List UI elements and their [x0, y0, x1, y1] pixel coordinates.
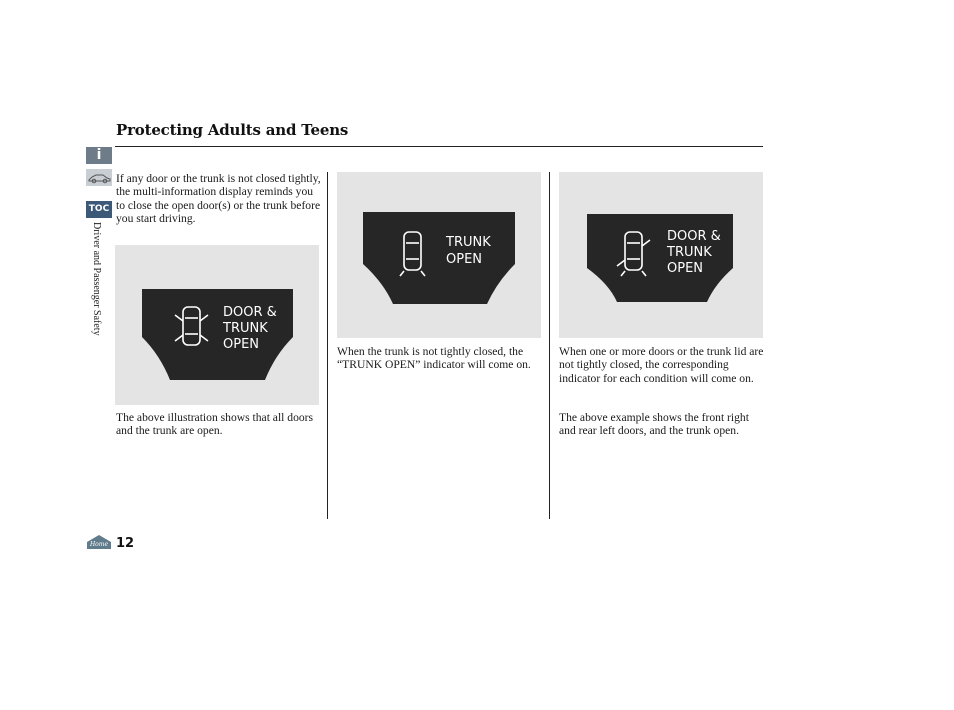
caption-example: The above example shows the front right and rear left doors, and the trunk open.	[559, 411, 749, 438]
car-icon[interactable]	[86, 169, 112, 186]
display-line-1: TRUNK	[446, 235, 491, 250]
display-panel-all-open	[115, 245, 319, 405]
display-line-2: OPEN	[446, 252, 483, 267]
display-line-1: DOOR &	[223, 305, 277, 320]
display-line-3: OPEN	[667, 261, 704, 276]
display-screen	[363, 212, 515, 304]
home-icon[interactable]	[86, 534, 112, 550]
page-title: Protecting Adults and Teens	[116, 121, 349, 139]
display-line-3: OPEN	[223, 337, 260, 352]
display-panel-trunk-open	[337, 172, 541, 338]
display-screen	[142, 289, 293, 380]
section-tab: Driver and Passenger Safety	[91, 222, 102, 336]
column-divider-1	[327, 172, 328, 519]
intro-text: If any door or the trunk is not closed tightly, the multi-information display reminds you to close the open door(s) or the trunk before you start driving.	[116, 172, 321, 225]
display-line-1: DOOR &	[667, 229, 721, 244]
display-panel-some-doors-open	[559, 172, 763, 338]
title-divider	[115, 146, 763, 147]
caption-all-open: The above illustration shows that all doors and the trunk are open.	[116, 411, 314, 438]
home-label: Home	[89, 541, 109, 548]
info-icon[interactable]: i	[86, 147, 112, 164]
column-divider-2	[549, 172, 550, 519]
display-line-2: TRUNK	[223, 321, 268, 336]
page-number: 12	[116, 536, 135, 551]
toc-icon[interactable]: TOC	[86, 201, 112, 218]
caption-some-doors: When one or more doors or the trunk lid are not tightly closed, the corresponding indicator for each condition will come on.	[559, 345, 764, 385]
caption-trunk-open: When the trunk is not tightly closed, the “TRUNK OPEN” indicator will come on.	[337, 345, 531, 372]
display-line-2: TRUNK	[667, 245, 712, 260]
